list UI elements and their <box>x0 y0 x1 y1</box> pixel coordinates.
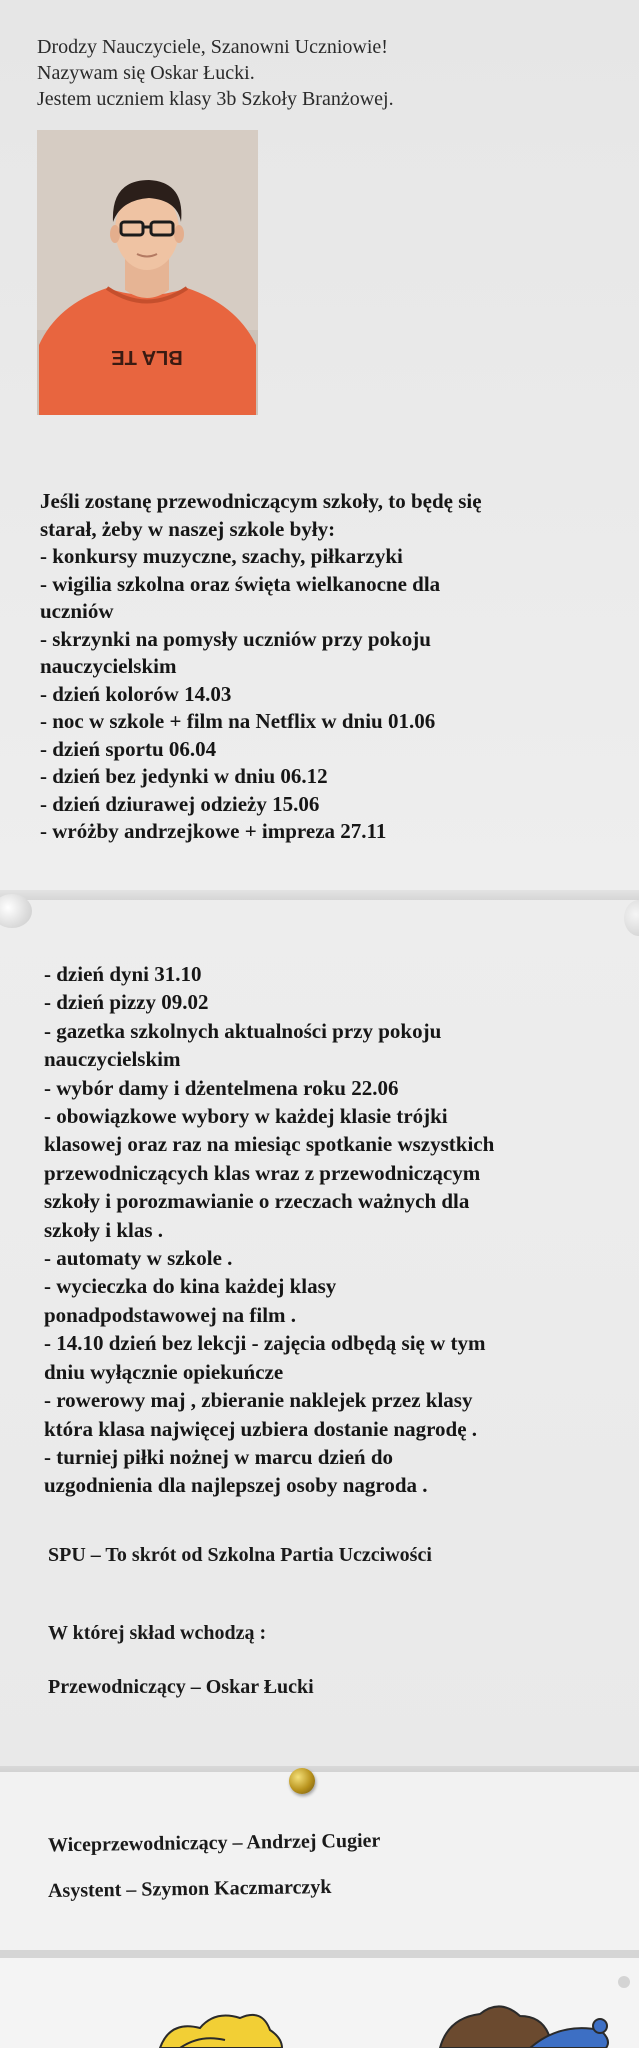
promise-line: - noc w szkole + film na Netflix w dniu 01.06 <box>40 709 436 733</box>
promise-line: - dzień sportu 06.04 <box>40 736 217 761</box>
promise-line: nauczycielskim <box>44 1047 181 1072</box>
intro-line: Nazywam się Oskar Łucki. <box>37 62 255 84</box>
members-heading: W której skład wchodzą : <box>48 1622 267 1644</box>
promise-line: - konkursy muzyczne, szachy, piłkarzyki <box>40 544 403 568</box>
page-fold <box>0 890 639 900</box>
promise-line: klasowej oraz raz na miesiąc spotkanie wszystkich <box>44 1132 495 1157</box>
promise-line: - turniej piłki nożnej w marcu dzień do <box>44 1444 394 1469</box>
vice-chair-member: Wiceprzewodniczący – Andrzej Cugier <box>47 1829 381 1857</box>
promise-line: - wybór damy i dżentelmena roku 22.06 <box>44 1075 399 1100</box>
promise-line: szkoły i klas . <box>44 1217 164 1242</box>
campaign-promises-part-1 <box>40 488 482 846</box>
promise-line: - wycieczka do kina każdej klasy <box>44 1274 337 1299</box>
promise-line: - rowerowy maj , zbieranie naklejek przez klasy <box>44 1388 473 1413</box>
intro-line: Drodzy Nauczyciele, Szanowni Uczniowie! <box>37 36 388 58</box>
promise-line: nauczycielskim <box>40 654 177 678</box>
promise-line: dniu wyłącznie opiekuńcze <box>44 1359 284 1384</box>
promise-line: przewodniczących klas wraz z przewodniczącym <box>44 1160 481 1185</box>
pushpin-icon <box>289 1768 315 1794</box>
promise-line: - dzień bez jedynki w dniu 06.12 <box>40 764 328 788</box>
intro-line: Jestem uczniem klasy 3b Szkoły Branżowej. <box>37 88 394 110</box>
promise-line: - skrzynki na pomysły uczniów przy pokoju <box>40 626 431 651</box>
promise-line: uzgodnienia dla najlepszej osoby nagroda . <box>44 1473 428 1498</box>
promise-line: - gazetka szkolnych aktualności przy pokoju <box>44 1018 442 1043</box>
promise-line: - 14.10 dzień bez lekcji - zajęcia odbędą się w tym <box>44 1331 486 1356</box>
promise-line: starał, żeby w naszej szkole były: <box>40 516 336 541</box>
assistant-member: Asystent – Szymon Kaczmarczyk <box>47 1876 332 1902</box>
chair-member: Przewodniczący – Oskar Łucki <box>48 1676 314 1698</box>
promise-line: - obowiązkowe wybory w każdej klasie trójki <box>44 1104 448 1129</box>
promise-line: która klasa najwięcej uzbiera dostanie nagrodę . <box>44 1416 478 1441</box>
promise-line: - wigilia szkolna oraz święta wielkanocne dla <box>40 571 441 596</box>
intro-greeting <box>37 34 394 112</box>
promise-line: - wróżby andrzejkowe + impreza 27.11 <box>40 819 387 843</box>
party-abbreviation: SPU – To skrót od Szkolna Partia Uczciwości <box>48 1544 432 1566</box>
promise-line: - dzień dziurawej odzieży 15.06 <box>40 791 320 816</box>
drawing-decoration <box>0 1958 639 2048</box>
promise-line: - dzień dyni 31.10 <box>44 962 202 986</box>
promise-line: - dzień pizzy 09.02 <box>44 990 209 1015</box>
candidate-photo <box>37 130 258 415</box>
candidate-portrait-illustration <box>37 130 258 415</box>
promise-line: Jeśli zostanę przewodniczącym szkoły, to będę się <box>40 489 482 513</box>
promise-line: - automaty w szkole . <box>44 1246 233 1271</box>
campaign-promises-part-2 <box>44 960 494 1500</box>
page-fold <box>0 1950 639 1958</box>
poster-page-3 <box>0 1772 639 1958</box>
promise-line: ponadpodstawowej na film . <box>44 1302 297 1327</box>
promise-line: szkoły i porozmawianie o rzeczach ważnych dla <box>44 1189 470 1214</box>
promise-line: - dzień kolorów 14.03 <box>40 681 232 706</box>
shirt-print-text: BLA TE <box>111 346 183 368</box>
promise-line: uczniów <box>40 599 114 623</box>
